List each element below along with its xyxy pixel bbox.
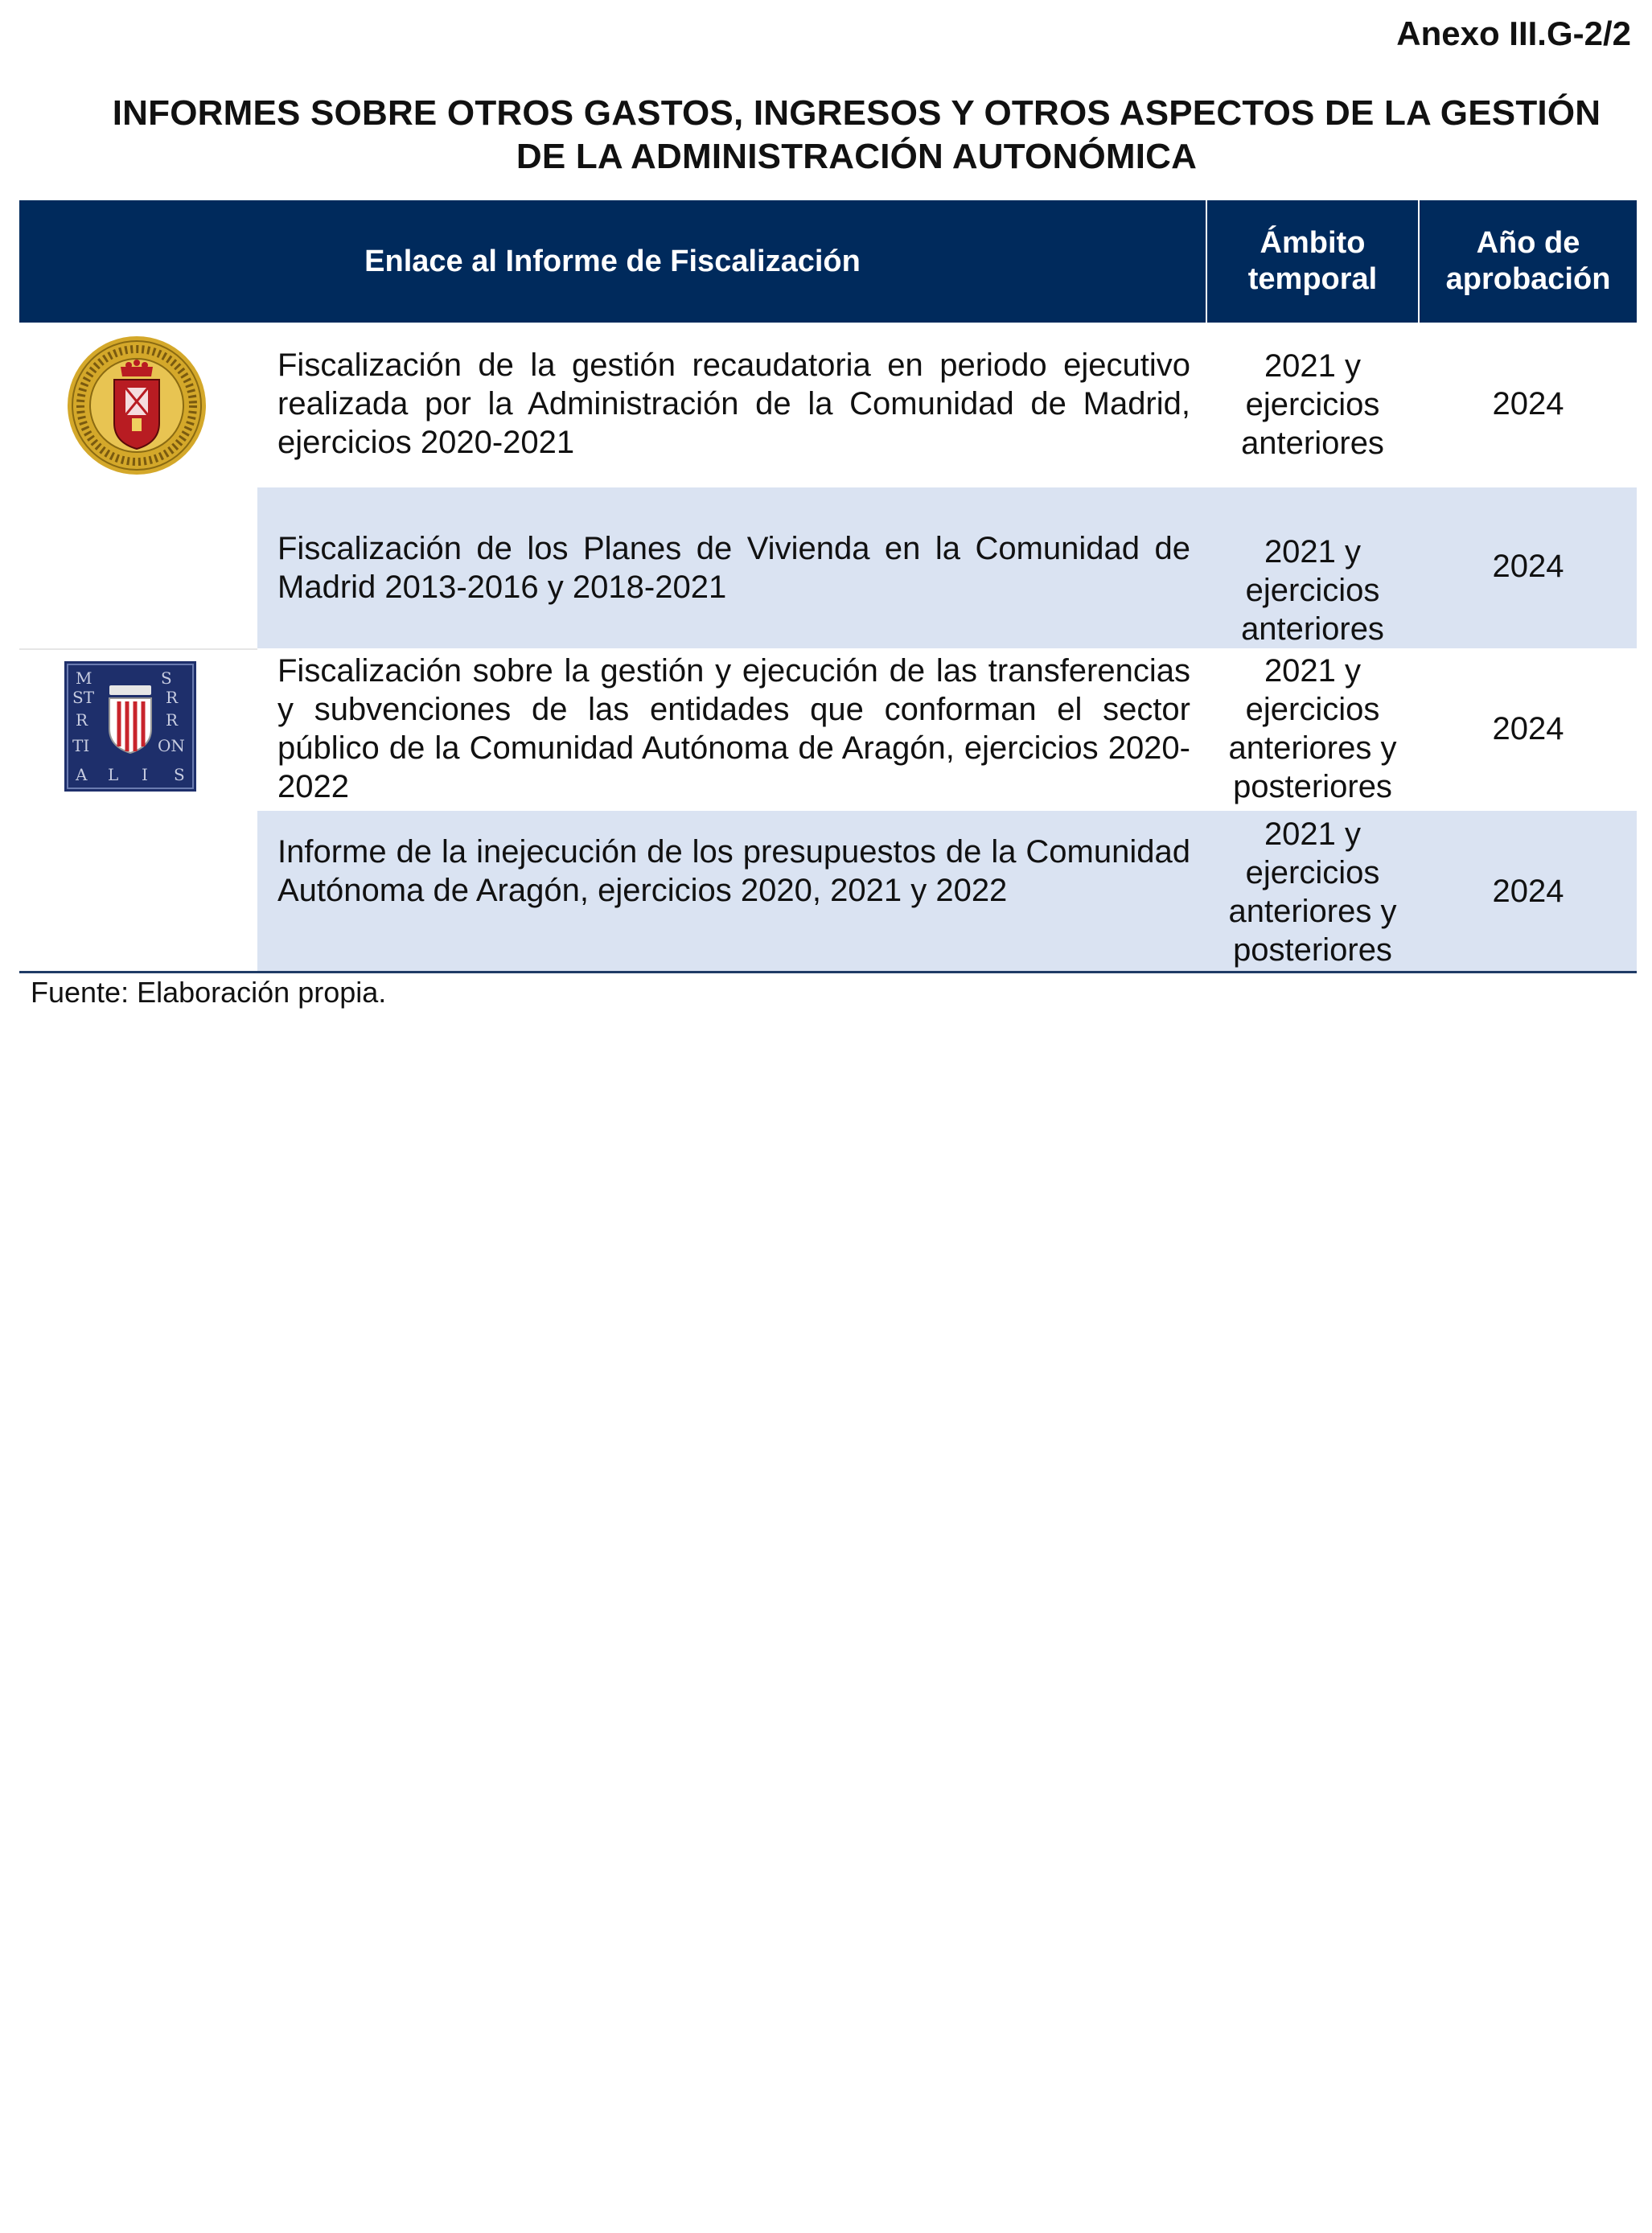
row-1-ambito-line-2: ejercicios <box>1245 387 1380 422</box>
row-4-ambito-line-1: 2021 y <box>1264 816 1362 852</box>
row-2-ambito-line-1: 2021 y <box>1264 534 1362 570</box>
source-note: Fuente: Elaboración propia. <box>31 976 387 1009</box>
aragon-letters-4b: ON <box>158 736 185 755</box>
row-4-description: Informe de la inejecución de los presupuestos de la Comunidad Autónoma de Aragón, ejercicios 2020, 2021 y 2022 <box>277 834 1190 908</box>
row-4-ano: 2024 <box>1492 874 1564 909</box>
aragon-letters-4a: TI <box>72 736 90 755</box>
aragon-letters-5a: A <box>76 765 88 784</box>
row-3-ambito-line-4: posteriores <box>1233 769 1392 804</box>
aragon-chamber-logo <box>64 661 196 792</box>
header-ano-line-1: Año de <box>1476 226 1580 260</box>
logo-group-separator <box>19 648 257 650</box>
row-1-ambito-line-3: anteriores <box>1241 426 1384 461</box>
row-3-ambito-line-1: 2021 y <box>1264 653 1362 689</box>
row-4-ambito-line-3: anteriores y <box>1228 894 1397 929</box>
row-4-ambito <box>1207 815 1418 969</box>
aragon-letters-3a: R <box>76 710 88 730</box>
row-3-description: Fiscalización sobre la gestión y ejecución de las transferencias y subvenciones de las entidades que conforman el sector público de la Comunidad Autónoma de Aragón, ejercicios 2020-2022 <box>277 653 1190 804</box>
row-2-ano: 2024 <box>1492 549 1564 584</box>
row-1-ambito <box>1207 347 1418 463</box>
page-title-line-1: INFORMES SOBRE OTROS GASTOS, INGRESOS Y OTROS ASPECTOS DE LA GESTIÓN <box>112 93 1601 133</box>
row-2-ambito-line-2: ejercicios <box>1245 573 1380 608</box>
aragon-letters-2a: ST <box>72 688 95 707</box>
row-3-ambito-line-2: ejercicios <box>1245 692 1380 727</box>
row-1-ano: 2024 <box>1492 386 1564 422</box>
aragon-letters-5d: S <box>174 765 185 784</box>
header-ambito-line-1: Ámbito <box>1260 226 1366 260</box>
page-title <box>72 92 1641 179</box>
aragon-letters-2b: R <box>166 688 179 707</box>
row-2-ambito-line-3: anteriores <box>1241 611 1384 647</box>
row-2-description: Fiscalización de los Planes de Vivienda en la Comunidad de Madrid 2013-2016 y 2018-2021 <box>277 531 1190 605</box>
header-ambito-temporal <box>1207 200 1418 323</box>
aragon-letters-3b: R <box>166 710 179 730</box>
header-ambito-line-2: temporal <box>1247 262 1378 296</box>
row-3-ambito <box>1207 652 1418 806</box>
header-enlace: Enlace al Informe de Fiscalización <box>19 200 1206 323</box>
header-ano-aprobacion <box>1420 200 1637 323</box>
page-title-line-2: DE LA ADMINISTRACIÓN AUTONÓMICA <box>516 137 1198 176</box>
madrid-chamber-seal-logo <box>64 335 209 476</box>
row-2-ambito <box>1207 533 1418 648</box>
aragon-letters-1b: S <box>161 668 172 688</box>
row-3-ambito-line-3: anteriores y <box>1228 730 1397 766</box>
header-ano-line-2: aprobación <box>1445 262 1611 296</box>
aragon-letters-1a: M <box>76 668 92 688</box>
table-bottom-border <box>19 971 1637 973</box>
row-1-ambito-line-1: 2021 y <box>1264 348 1362 384</box>
row-1-description: Fiscalización de la gestión recaudatoria en periodo ejecutivo realizada por la Administración de la Comunidad de Madrid, ejercicios 2020-2021 <box>277 347 1190 460</box>
aragon-letters-5c: I <box>142 765 148 784</box>
row-4-ambito-line-4: posteriores <box>1233 932 1392 968</box>
row-4-ambito-line-2: ejercicios <box>1245 855 1380 890</box>
annex-label: Anexo III.G-2/2 <box>1396 14 1631 52</box>
aragon-letters-5b: L <box>108 765 119 784</box>
row-3-ano: 2024 <box>1492 711 1564 746</box>
